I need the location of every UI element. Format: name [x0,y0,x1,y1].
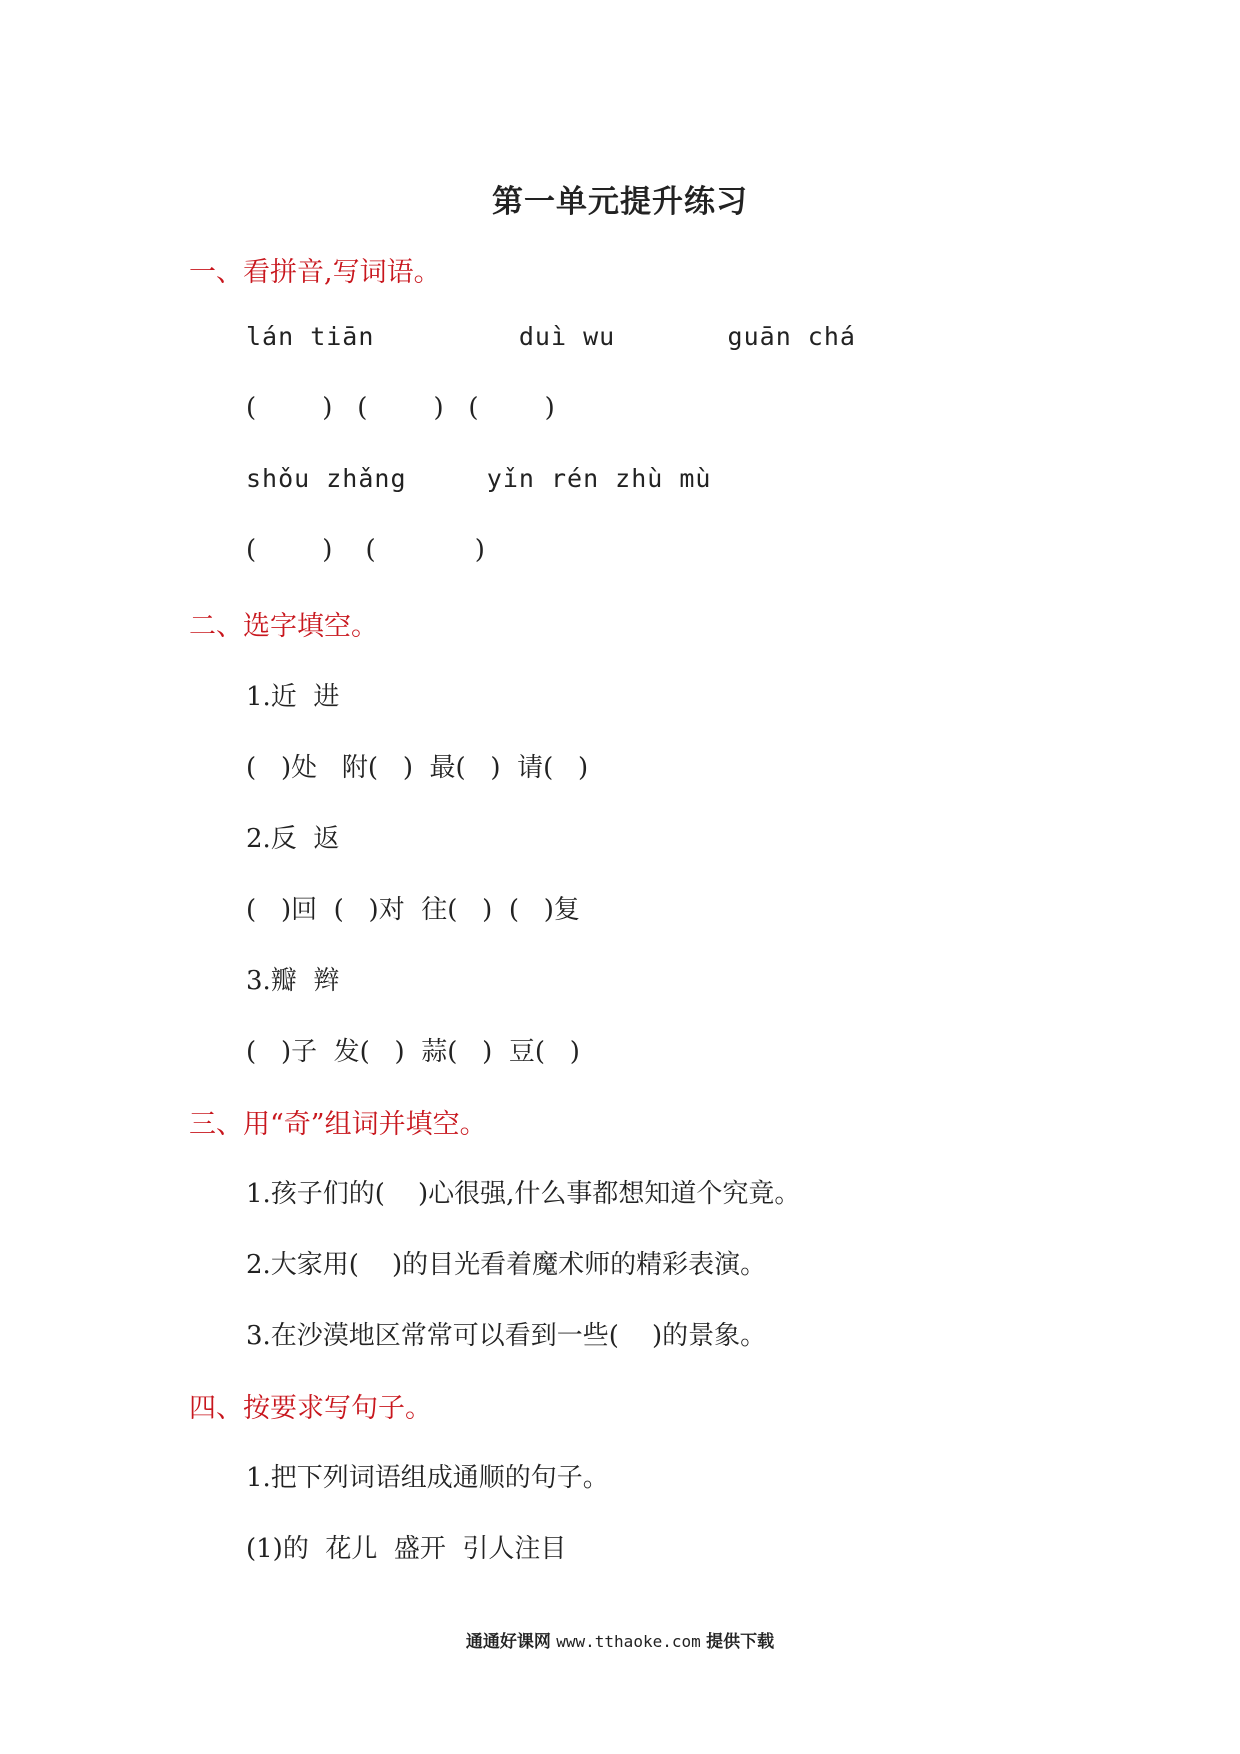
section-4-heading: 四、按要求写句子。 [189,1393,432,1424]
pinyin-line-1: lán tiān duì wu guān chá [246,322,856,351]
fill-blanks-3: ( )子 发( ) 蒜( ) 豆( ) [246,1037,580,1067]
choice-group-2: 2.反 返 [246,824,340,854]
pinyin-line-2: shǒu zhǎng yǐn rén zhù mù [246,464,712,493]
word-list-1: (1)的 花儿 盛开 引人注目 [246,1534,567,1564]
answer-blanks-1: ( ) ( ) ( ) [246,393,555,423]
choice-group-1: 1.近 进 [246,682,340,712]
section-2-heading: 二、选字填空。 [189,611,378,642]
sentence-3: 3.在沙漠地区常常可以看到一些( )的景象。 [246,1321,767,1351]
fill-blanks-1: ( )处 附( ) 最( ) 请( ) [246,753,589,783]
page-title: 第一单元提升练习 [492,184,748,220]
sentence-1: 1.孩子们的( )心很强,什么事都想知道个究竟。 [246,1179,801,1209]
choice-group-3: 3.瓣 辫 [246,966,340,996]
answer-blanks-2: ( ) ( ) [246,535,485,565]
sentence-2: 2.大家用( )的目光看着魔术师的精彩表演。 [246,1250,767,1280]
footer-site-name: 通通好课网 [465,1632,551,1652]
footer-url[interactable]: www.tthaoke.com [556,1632,701,1651]
fill-blanks-2: ( )回 ( )对 往( ) ( )复 [246,895,580,925]
section-1-heading: 一、看拼音,写词语。 [189,257,441,288]
section-3-heading: 三、用“奇”组词并填空。 [189,1109,487,1140]
footer-suffix: 提供下载 [706,1632,775,1652]
instruction-1: 1.把下列词语组成通顺的句子。 [246,1463,609,1493]
footer [0,1627,1240,1652]
